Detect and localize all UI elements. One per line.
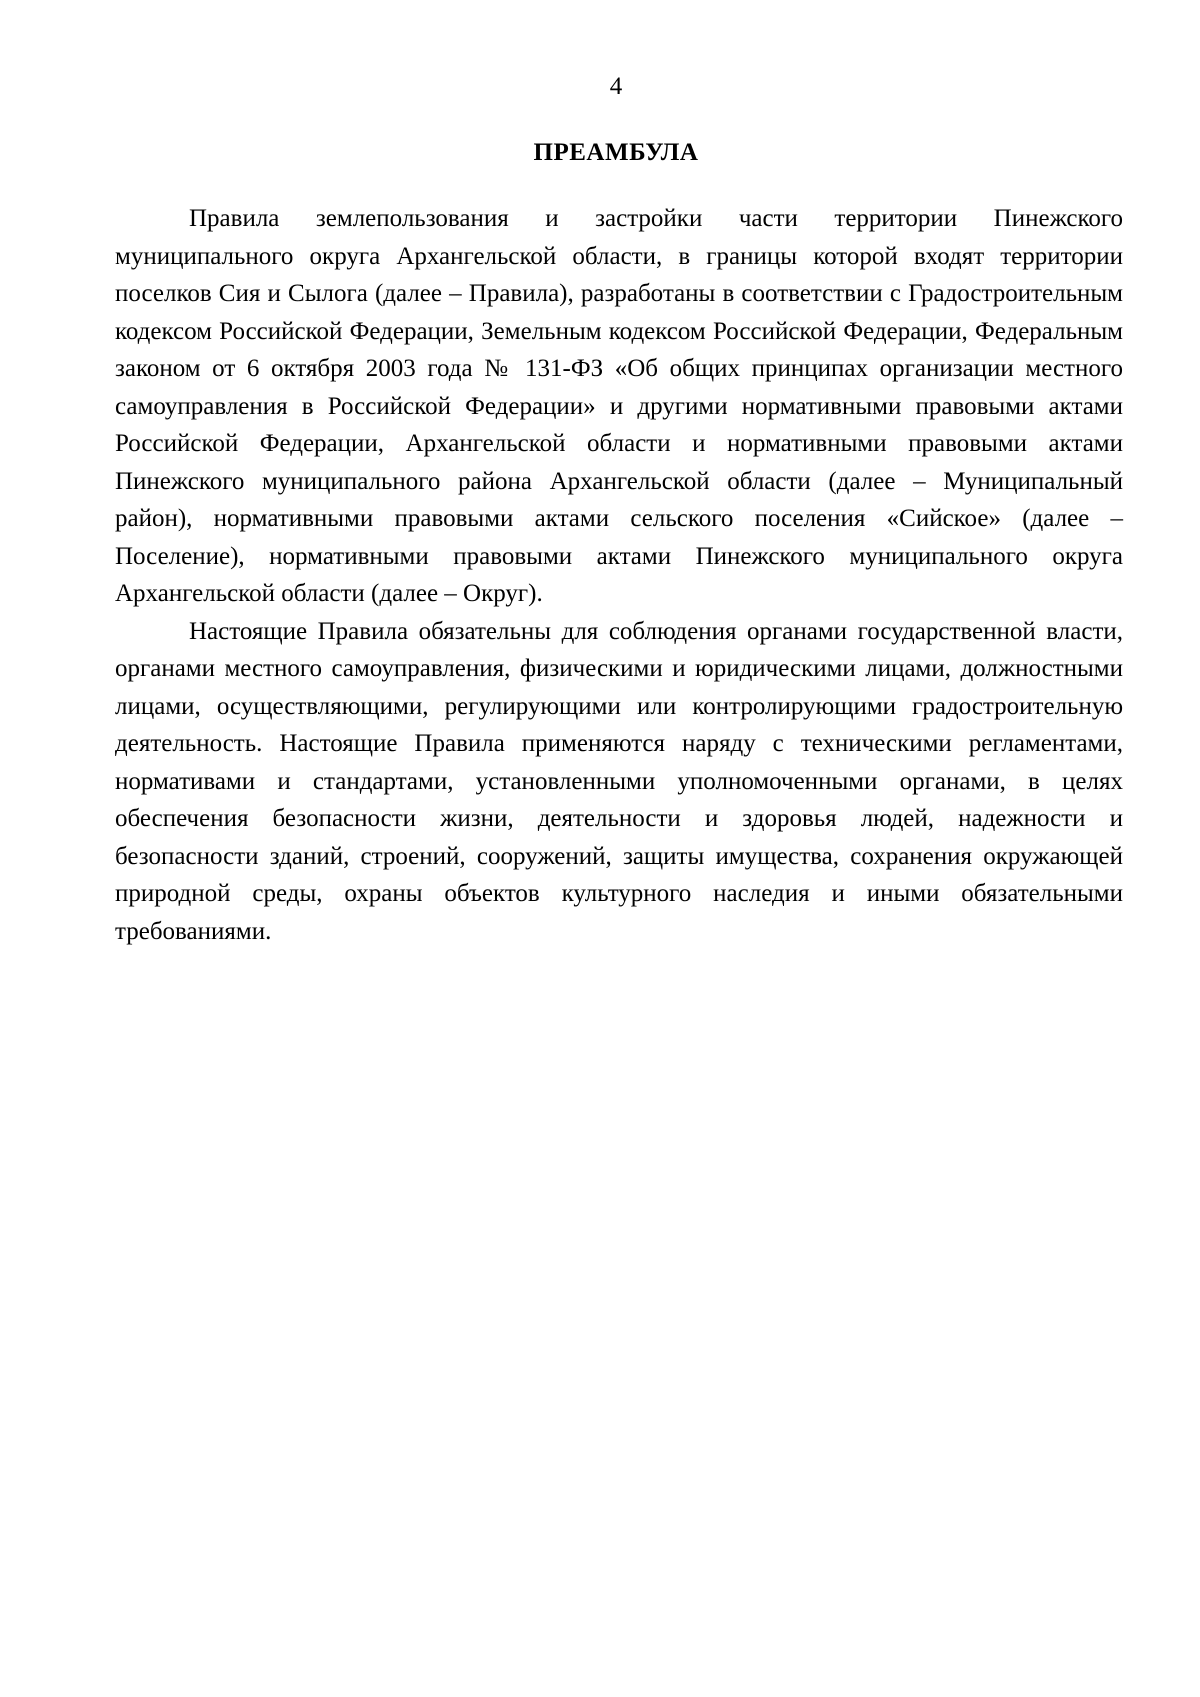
page-number: 4 [609,73,623,100]
section-heading: ПРЕАМБУЛА [533,139,699,166]
body-text [115,200,1123,950]
paragraph: Правила землепользования и застройки части территории Пинежского муниципального округа Архангельской области, в границы которой входят территории поселков Сия и Сылога (далее – Правила), разработаны в соответствии с Градостроительным кодексом Российской Федерации, Земельным кодексом Российской Федерации, Федеральным законом от 6 октября 2003 года № 131-ФЗ «Об общих принципах организации местного самоуправления в Российской Федерации» и другими нормативными правовыми актами Российской Федерации, Архангельской области и нормативными правовыми актами Пинежского муниципального района Архангельской области (далее – Муниципальный район), нормативными правовыми актами сельского поселения «Сийское» (далее – Поселение), нормативными правовыми актами Пинежского муниципального округа Архангельской области (далее – Округ). [115,205,1123,607]
paragraph: Настоящие Правила обязательны для соблюдения органами государственной власти, органами местного самоуправления, физическими и юридическими лицами, должностными лицами, осуществляющими, регулирующими или контролирующими градостроительную деятельность. Настоящие Правила применяются наряду с техническими регламентами, нормативами и стандартами, установленными уполномоченными органами, в целях обеспечения безопасности жизни, деятельности и здоровья людей, надежности и безопасности зданий, строений, сооружений, защиты имущества, сохранения окружающей природной среды, охраны объектов культурного наследия и иными обязательными требованиями. [115,617,1123,945]
